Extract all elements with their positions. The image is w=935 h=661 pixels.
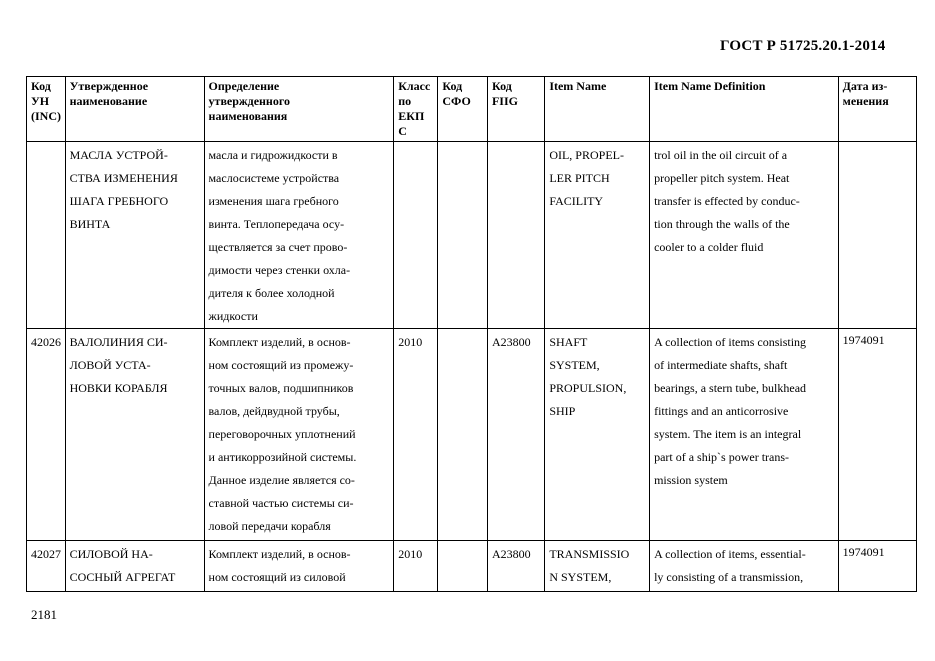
header-fiig: [487, 77, 544, 142]
header-line: Дата из-: [842, 79, 888, 93]
cell-line: и антикоррозийной системы.: [208, 450, 357, 464]
cell-line: ШАГА ГРЕБНОГО: [69, 194, 169, 208]
cell-line: A collection of items consisting: [654, 335, 807, 349]
header-line: наименования: [208, 109, 288, 123]
header-sfo: [438, 77, 488, 142]
header-definition: [204, 77, 394, 142]
table-row: [27, 142, 917, 329]
cell-change-date: [838, 541, 916, 592]
table-header-row: [27, 77, 917, 142]
cell-approved-name: [65, 329, 204, 541]
cell-item-definition: [650, 541, 839, 592]
cell-line: 2010: [398, 547, 423, 561]
cell-line: ЛОВОЙ УСТА-: [69, 358, 151, 372]
cell-line: масла и гидрожидкости в: [208, 148, 338, 162]
cell-item-name: [545, 541, 650, 592]
cell-line: 1974091: [842, 333, 885, 347]
table-row: [27, 541, 917, 592]
cell-line: SHIP: [549, 404, 576, 418]
cell-line: НОВКИ КОРАБЛЯ: [69, 381, 168, 395]
cell-line: 42026: [31, 335, 61, 349]
cell-line: СОСНЫЙ АГРЕГАТ: [69, 570, 176, 584]
cell-approved-name: [65, 541, 204, 592]
cell-approved-name: [65, 142, 204, 329]
header-line: (INC): [31, 109, 61, 123]
header-line: Определение: [208, 79, 280, 93]
cell-line: ном состоящий из силовой: [208, 570, 346, 584]
header-line: ЕКП: [398, 109, 425, 123]
cell-line: Комплект изделий, в основ-: [208, 335, 351, 349]
header-approved-name: [65, 77, 204, 142]
cell-line: SHAFT: [549, 335, 588, 349]
cell-line: OIL, PROPEL-: [549, 148, 624, 162]
cell-line: Данное изделие является со-: [208, 473, 355, 487]
header-line: по: [398, 94, 412, 108]
header-line: наименование: [69, 94, 148, 108]
cell-line: propeller pitch system. Heat: [654, 171, 790, 185]
cell-line: part of a ship`s power trans-: [654, 450, 790, 464]
header-line: FIIG: [491, 94, 518, 108]
header-inc: [27, 77, 66, 142]
cell-line: cooler to a colder fluid: [654, 240, 764, 254]
cell-line: МАСЛА УСТРОЙ-: [69, 148, 168, 162]
header-line: менения: [842, 94, 889, 108]
catalog-table: [26, 76, 917, 592]
header-line: Утвержденное: [69, 79, 149, 93]
cell-line: ставной частью системы си-: [208, 496, 354, 510]
header-line: Код: [442, 79, 463, 93]
header-line: Код: [31, 79, 51, 93]
header-line: Код: [491, 79, 512, 93]
cell-inc: [27, 329, 66, 541]
cell-item-name: [545, 142, 650, 329]
cell-line: ществляется за счет прово-: [208, 240, 348, 254]
cell-line: точных валов, подшипников: [208, 381, 354, 395]
cell-fiig: [487, 329, 544, 541]
cell-class: [394, 541, 438, 592]
cell-line: 1974091: [842, 545, 885, 559]
header-change-date: [838, 77, 916, 142]
cell-line: A collection of items, essential-: [654, 547, 806, 561]
cell-line: tion through the walls of the: [654, 217, 790, 231]
cell-definition: [204, 142, 394, 329]
header-line: С: [398, 124, 407, 138]
cell-line: A23800: [491, 547, 531, 561]
cell-line: 42027: [31, 547, 61, 561]
cell-line: mission system: [654, 473, 728, 487]
header-line: СФО: [442, 94, 471, 108]
cell-line: изменения шага гребного: [208, 194, 339, 208]
cell-item-definition: [650, 142, 839, 329]
cell-line: transfer is effected by conduc-: [654, 194, 800, 208]
cell-item-name: [545, 329, 650, 541]
cell-definition: [204, 541, 394, 592]
cell-line: bearings, a stern tube, bulkhead: [654, 381, 807, 395]
cell-line: ловой передачи корабля: [208, 519, 331, 533]
cell-inc: [27, 541, 66, 592]
cell-class: [394, 142, 438, 329]
cell-line: system. The item is an integral: [654, 427, 802, 441]
cell-fiig: [487, 541, 544, 592]
cell-line: переговорочных уплотнений: [208, 427, 356, 441]
page-number: 2181: [31, 607, 57, 622]
cell-line: маслосистеме устройства: [208, 171, 340, 185]
cell-line: ly consisting of a transmission,: [654, 570, 804, 584]
cell-line: жидкости: [208, 309, 258, 323]
cell-line: N SYSTEM,: [549, 570, 612, 584]
cell-change-date: [838, 142, 916, 329]
cell-line: A23800: [491, 335, 531, 349]
cell-line: дителя к более холодной: [208, 286, 335, 300]
header-line: Класс: [398, 79, 431, 93]
header-line: Item Name Definition: [654, 79, 766, 93]
cell-line: LER PITCH: [549, 171, 610, 185]
cell-line: ВАЛОЛИНИЯ СИ-: [69, 335, 168, 349]
cell-line: винта. Теплопередача осу-: [208, 217, 345, 231]
cell-line: 2010: [398, 335, 423, 349]
header-item-definition: [650, 77, 839, 142]
header-class: [394, 77, 438, 142]
cell-sfo: [438, 541, 488, 592]
header-line: УН: [31, 94, 50, 108]
cell-line: fittings and an anticorrosive: [654, 404, 789, 418]
cell-sfo: [438, 329, 488, 541]
cell-line: of intermediate shafts, shaft: [654, 358, 788, 372]
cell-line: Комплект изделий, в основ-: [208, 547, 351, 561]
cell-line: PROPULSION,: [549, 381, 627, 395]
cell-line: СИЛОВОЙ НА-: [69, 547, 153, 561]
cell-fiig: [487, 142, 544, 329]
cell-line: валов, дейдвудной трубы,: [208, 404, 340, 418]
cell-line: ном состоящий из промежу-: [208, 358, 354, 372]
cell-definition: [204, 329, 394, 541]
cell-line: СТВА ИЗМЕНЕНИЯ: [69, 171, 178, 185]
header-item-name: [545, 77, 650, 142]
cell-change-date: [838, 329, 916, 541]
header-line: Item Name: [549, 79, 607, 93]
cell-sfo: [438, 142, 488, 329]
cell-class: [394, 329, 438, 541]
cell-line: ВИНТА: [69, 217, 111, 231]
cell-item-definition: [650, 329, 839, 541]
document-code: ГОСТ Р 51725.20.1-2014: [720, 38, 886, 54]
cell-line: TRANSMISSIO: [549, 547, 630, 561]
header-line: утвержденного: [208, 94, 290, 108]
cell-line: trol oil in the oil circuit of a: [654, 148, 788, 162]
cell-inc: [27, 142, 66, 329]
cell-line: димости через стенки охла-: [208, 263, 351, 277]
table-row: [27, 329, 917, 541]
cell-line: FACILITY: [549, 194, 604, 208]
cell-line: SYSTEM,: [549, 358, 600, 372]
